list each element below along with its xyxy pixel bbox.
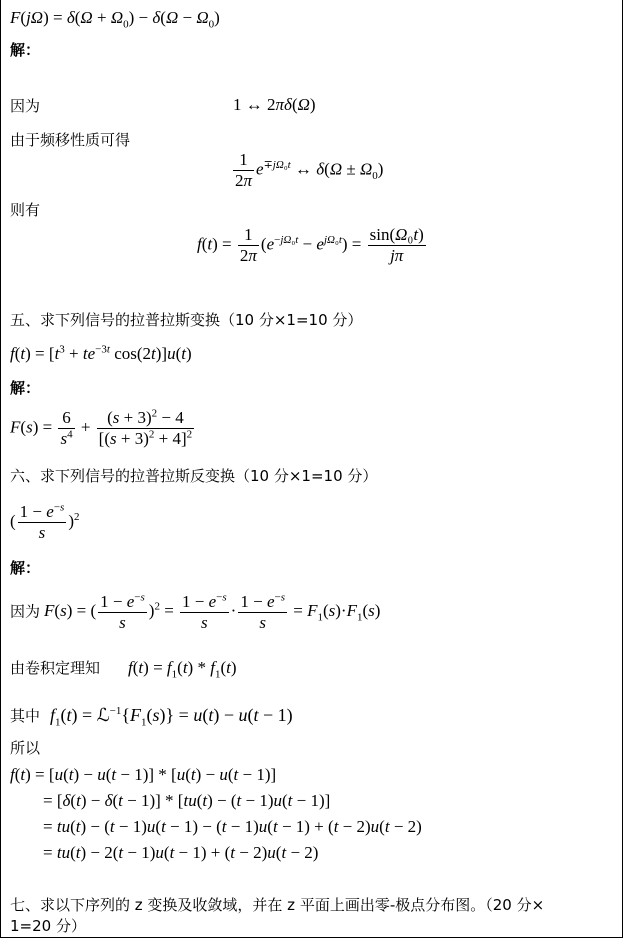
formula-freq-shift: $\frac{1}{2\pi}$ $e^{\mp j\Omega_0t}$ ↔ $\delta(\Omega \pm \Omega_0)$ <box>235 150 384 190</box>
formula-fourier-pair: $F(j\Omega) = \delta(\Omega + \Omega_0) - \delta(\Omega - \Omega_0)$ <box>10 8 220 31</box>
formula-q6-decomposition: 因为 F(s) = ( $\frac{1 - e^{-s}}{s}$ )$^2$ = $\frac{1 - e^{-s}}{s}$ · $\frac{1 - e^{-s}}{s}$ = $F_1(s)\cdot F_1(s)$ <box>10 591 381 632</box>
derivation-step-3: = tu(t) − (t − 1)u(t − 1) − (t − 1)u(t − 1) + (t − 2)u(t − 2) <box>43 817 422 836</box>
formula-q6-signal: ( $\frac{1 - e^{-s}}{s}$ )$^2$ <box>10 501 80 542</box>
because-label: 因为 <box>10 97 41 115</box>
question-7-text-line2: 1=20 分） <box>10 917 86 935</box>
where-line: 其中 $f_1(t)$ = $ℒ^{-1}\{F_1(s)\} = u(t) - u(t - 1)$ <box>10 705 293 729</box>
convolution-theorem-line: 由卷积定理知 $f(t) = f_1(t) * f_1(t)$ <box>10 658 237 681</box>
question-5-heading: 五、求下列信号的拉普拉斯变换（10 分×1=10 分） <box>10 311 363 329</box>
formula-dc-pair: 1 ↔ 2πδ(Ω) <box>233 95 316 114</box>
derivation-step-1: f(t) = [u(t) − u(t − 1)] * [u(t) − u(t − 1)] <box>10 765 277 784</box>
solution-label: 解： <box>10 559 41 577</box>
solution-label: 解： <box>10 379 41 397</box>
derivation-step-4: = tu(t) − 2(t − 1)u(t − 1) + (t − 2)u(t − 2) <box>43 843 319 862</box>
solution-label: 解： <box>10 41 41 59</box>
then-label: 则有 <box>10 201 41 219</box>
question-7-text-line1: 七、求以下序列的 z 变换及收敛域，并在 z 平面上画出零-极点分布图。（20 分× <box>10 896 545 914</box>
question-6-heading: 六、求下列信号的拉普拉斯反变换（10 分×1=10 分） <box>10 467 378 485</box>
formula-q5-signal: $f(t) = [t^3 + te^{-3t}$ cos(2t)]u(t) <box>10 343 192 363</box>
where-label: 其中 <box>10 707 41 725</box>
because-label: 因为 <box>10 602 41 621</box>
convolution-label: 由卷积定理知 <box>10 659 101 677</box>
formula-result-ft: f(t) = $\frac{1}{2\pi}$ $(e^{-j\Omega_0t} - e^{j\Omega_0t})$ = $\frac{\text{sin(Ω₀t)}}{j\pi}$ <box>197 225 424 265</box>
question-7-heading <box>10 895 544 915</box>
shift-property-label: 由于频移性质可得 <box>10 131 131 149</box>
question-7-heading-cont <box>10 916 86 936</box>
therefore-label: 所以 <box>10 739 41 757</box>
derivation-step-2: = [δ(t) − δ(t − 1)] * [tu(t) − (t − 1)u(t − 1)] <box>43 791 331 810</box>
formula-q5-result: F(s) = $\frac{6}{s^4}$ + $\frac{(s + 3)^2 - 4}{[(s + 3)^2 + 4]^2}$ <box>10 407 193 448</box>
